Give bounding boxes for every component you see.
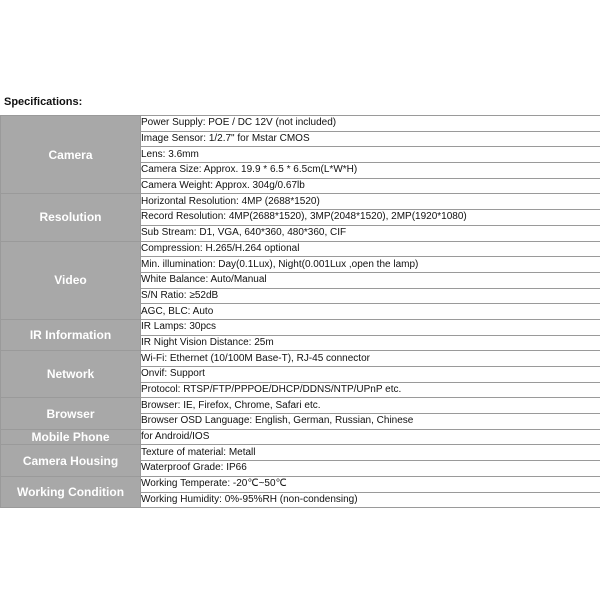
spec-value-cell: White Balance: Auto/Manual: [141, 272, 600, 288]
category-cell: IR Information: [1, 319, 141, 350]
spec-row: [1, 194, 600, 210]
spec-value-cell: Horizontal Resolution: 4MP (2688*1520): [141, 194, 600, 210]
spec-value-cell: Compression: H.265/H.264 optional: [141, 241, 600, 257]
spec-value-cell: Protocol: RTSP/FTP/PPPOE/DHCP/DDNS/NTP/UPnP etc.: [141, 382, 600, 398]
spec-value-cell: Image Sensor: 1/2.7" for Mstar CMOS: [141, 131, 600, 147]
spec-row: [1, 445, 600, 461]
spec-row: [1, 241, 600, 257]
category-cell: Camera: [1, 116, 141, 194]
category-cell: Camera Housing: [1, 445, 141, 476]
spec-value-cell: Waterproof Grade: IP66: [141, 461, 600, 477]
spec-value-cell: Onvif: Support: [141, 367, 600, 383]
spec-row: [1, 476, 600, 492]
spec-value-cell: Record Resolution: 4MP(2688*1520), 3MP(2048*1520), 2MP(1920*1080): [141, 210, 600, 226]
spec-value-cell: Wi-Fi: Ethernet (10/100M Base-T), RJ-45 connector: [141, 351, 600, 367]
spec-value-cell: Lens: 3.6mm: [141, 147, 600, 163]
spec-row: [1, 398, 600, 414]
category-cell: Network: [1, 351, 141, 398]
spec-value-cell: Min. illumination: Day(0.1Lux), Night(0.001Lux ,open the lamp): [141, 257, 600, 273]
spec-value-cell: Browser OSD Language: English, German, Russian, Chinese: [141, 414, 600, 430]
spec-row: [1, 319, 600, 335]
spec-value-cell: for Android/IOS: [141, 429, 600, 445]
spec-value-cell: IR Night Vision Distance: 25m: [141, 335, 600, 351]
category-cell: Working Condition: [1, 476, 141, 507]
spec-value-cell: AGC, BLC: Auto: [141, 304, 600, 320]
spec-value-cell: Camera Size: Approx. 19.9 * 6.5 * 6.5cm(L*W*H): [141, 163, 600, 179]
category-cell: Resolution: [1, 194, 141, 241]
spec-value-cell: Power Supply: POE / DC 12V (not included): [141, 116, 600, 132]
specifications-table: [0, 115, 600, 508]
spec-row: [1, 429, 600, 445]
spec-value-cell: Working Humidity: 0%-95%RH (non-condensing): [141, 492, 600, 508]
spec-value-cell: S/N Ratio: ≥52dB: [141, 288, 600, 304]
category-cell: Video: [1, 241, 141, 319]
spec-value-cell: Texture of material: Metall: [141, 445, 600, 461]
category-cell: Mobile Phone: [1, 429, 141, 445]
spec-value-cell: Camera Weight: Approx. 304g/0.67lb: [141, 178, 600, 194]
spec-value-cell: Browser: IE, Firefox, Chrome, Safari etc.: [141, 398, 600, 414]
spec-value-cell: Working Temperate: -20℃~50℃: [141, 476, 600, 492]
spec-value-cell: IR Lamps: 30pcs: [141, 319, 600, 335]
spec-value-cell: Sub Stream: D1, VGA, 640*360, 480*360, CIF: [141, 225, 600, 241]
specifications-title: Specifications:: [4, 96, 83, 108]
category-cell: Browser: [1, 398, 141, 429]
spec-row: [1, 351, 600, 367]
spec-row: [1, 116, 600, 132]
